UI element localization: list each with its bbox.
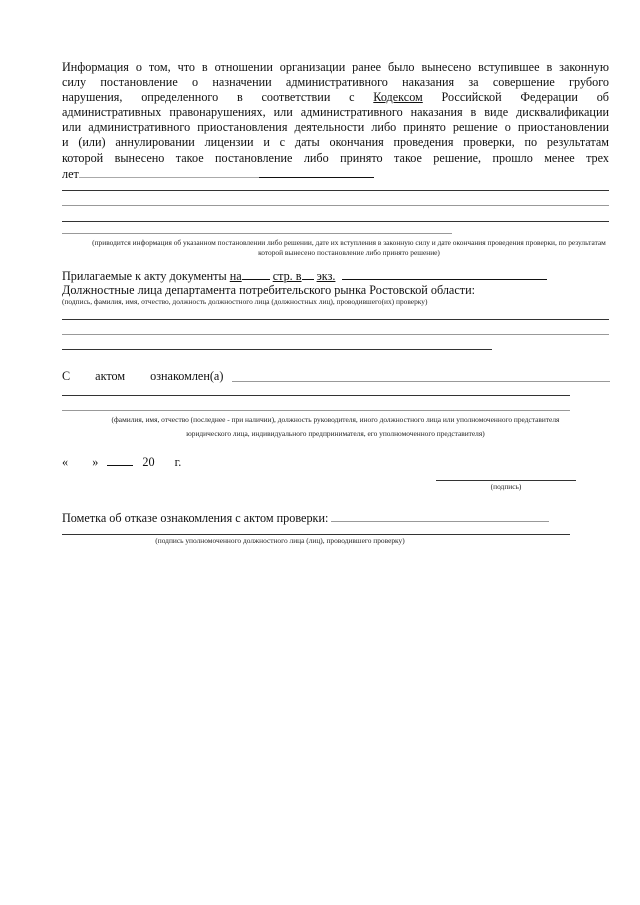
officials-line[interactable] [62, 334, 609, 335]
year-field[interactable] [158, 454, 172, 466]
paragraph-line: которой вынесено такое постановление либо принято такое решение, прошло менее трех [62, 150, 609, 165]
na-word: на [229, 269, 242, 283]
acquainted-line[interactable] [62, 410, 570, 411]
acquainted-line[interactable] [232, 381, 610, 382]
str-v-word: стр. в [272, 269, 302, 283]
acquainted-caption-2: юридического лица, индивидуального предпринимателя, его уполномоченного представителя) [186, 429, 485, 438]
paragraph-line: лет [62, 166, 609, 182]
kodeks-link[interactable]: Кодексом [373, 90, 423, 105]
information-caption: (приводится информация об указанном постановлении либо решении, дате их вступления в законную силу и дате окончания проведения проверки, по результатам которой вынесено постановление либо принято решение) [92, 238, 606, 257]
year-suffix: г. [174, 455, 182, 469]
fill-line[interactable] [62, 233, 452, 234]
paragraph-line: или административного приостановления деятельности либо принято решение о приостановлении [62, 120, 609, 135]
acquainted-caption-1: (фамилия, имя, отчество (последнее - при наличии), должность руководителя, иного должностного лица или уполномоченного представителя [111, 415, 560, 424]
ekz-word: экз. [316, 269, 336, 283]
year-prefix: 20 [142, 455, 155, 469]
officials-caption: (подпись, фамилия, имя, отчество, должность должностного лица (должностных лиц), проводившего(их) проверку) [62, 297, 428, 306]
refusal-label: Пометка об отказе ознакомления с актом проверки: [62, 511, 329, 525]
years-blank-field[interactable] [79, 166, 259, 178]
officials-line[interactable] [62, 349, 492, 350]
officials-label: Должностные лица департамента потребительского рынка Ростовской области: [62, 283, 475, 297]
acquainted-line[interactable] [62, 395, 570, 396]
copies-field[interactable] [302, 268, 314, 280]
fill-line[interactable] [62, 190, 609, 191]
pages-field[interactable] [242, 268, 270, 280]
paragraph-line: Информация о том, что в отношении организации ранее было вынесено вступившее в законную [62, 60, 609, 74]
paragraph-line: силу постановление о назначении административного наказания за совершение грубого [62, 75, 609, 90]
acquainted-label: С актом ознакомлен(а) [62, 369, 224, 383]
attachments-row [62, 268, 547, 284]
refusal-row [62, 510, 549, 526]
paragraph-line: и (или) аннулировании лицензии и с даты окончания проведения проверки, по результатам [62, 135, 609, 150]
day-field[interactable] [71, 454, 89, 466]
attachments-field[interactable] [342, 268, 547, 280]
information-paragraph [62, 60, 609, 182]
signature-caption: (подпись) [490, 482, 522, 491]
refusal-line[interactable] [62, 534, 570, 535]
paragraph-line: административных правонарушениях, или административного наказания в виде дисквалификации [62, 105, 609, 120]
paragraph-line: нарушения, определенного в соответствии с Кодексом Российской Федерации об [62, 90, 609, 105]
open-quote: « [62, 455, 69, 469]
date-row [62, 454, 181, 470]
fill-line[interactable] [62, 221, 609, 222]
refusal-field[interactable] [331, 510, 549, 522]
attachments-label: Прилагаемые к акту документы [62, 269, 227, 283]
officials-line[interactable] [62, 319, 609, 320]
years-blank-field-2[interactable] [259, 166, 374, 178]
month-field[interactable] [107, 454, 133, 466]
signature-line[interactable] [436, 480, 576, 481]
refusal-caption: (подпись уполномоченного должностного лица (лиц), проводившего проверку) [155, 536, 405, 545]
close-quote: » [92, 455, 99, 469]
fill-line[interactable] [62, 205, 609, 206]
